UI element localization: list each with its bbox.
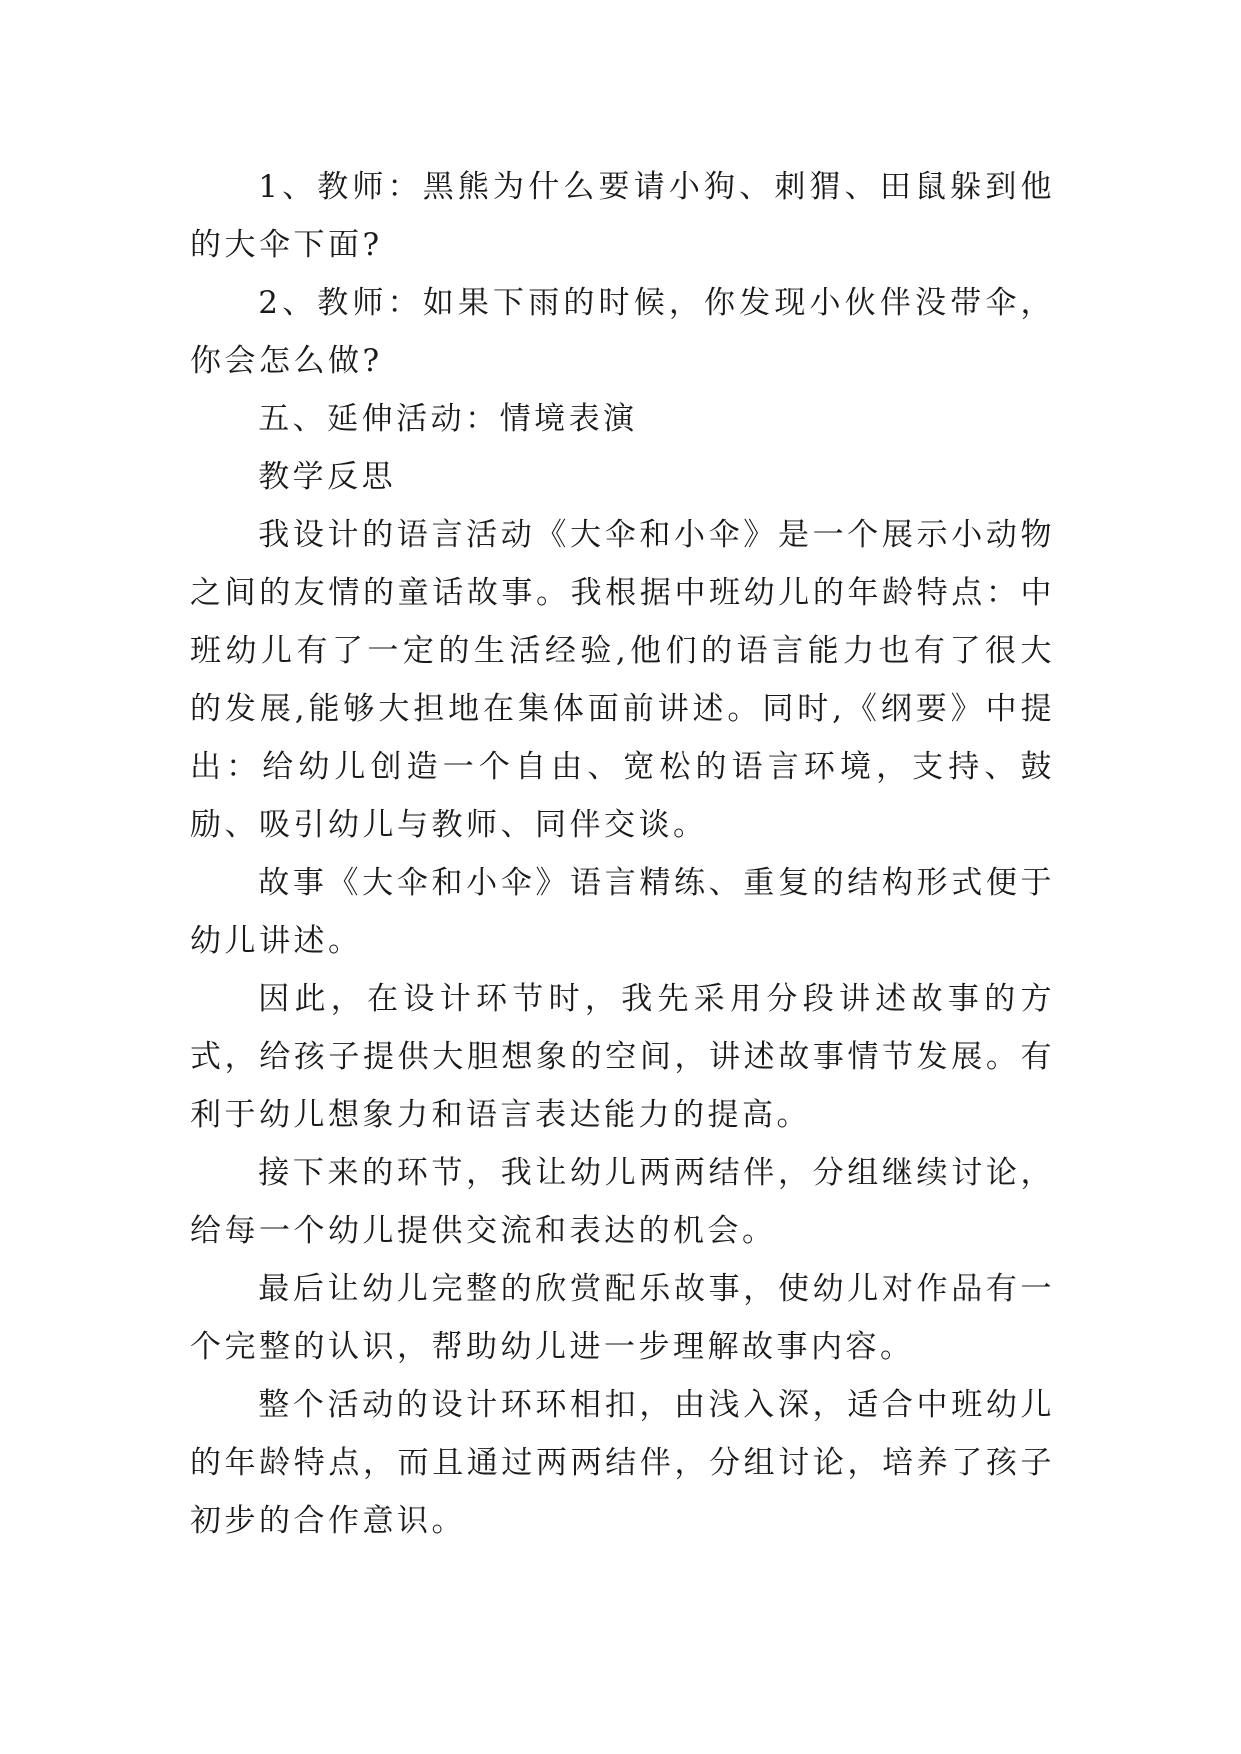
document-body — [190, 158, 1055, 1550]
reflection-paragraph-pairs: 接下来的环节，我让幼儿两两结伴，分组继续讨论，给每一个幼儿提供交流和表达的机会。 — [190, 1155, 1055, 1249]
reflection-paragraph-summary: 整个活动的设计环环相扣，由浅入深，适合中班幼儿的年龄特点，而且通过两两结伴，分组讨论，培养了孩子初步的合作意识。 — [190, 1387, 1055, 1539]
reflection-paragraph-appreciation: 最后让幼儿完整的欣赏配乐故事，使幼儿对作品有一个完整的认识，帮助幼儿进一步理解故事内容。 — [190, 1271, 1055, 1365]
question-1-paragraph: 1、教师：黑熊为什么要请小狗、刺猬、田鼠躲到他的大伞下面? — [190, 169, 1055, 263]
reflection-paragraph-segments: 因此，在设计环节时，我先采用分段讲述故事的方式，给孩子提供大胆想象的空间，讲述故事情节发展。有利于幼儿想象力和语言表达能力的提高。 — [190, 981, 1055, 1133]
section-heading-teaching-reflection: 教学反思 — [258, 459, 397, 495]
section-heading-extension-activity: 五、延伸活动：情境表演 — [258, 401, 638, 437]
reflection-paragraph-design: 我设计的语言活动《大伞和小伞》是一个展示小动物之间的友情的童话故事。我根据中班幼儿的年龄特点：中班幼儿有了一定的生活经验,他们的语言能力也有了很大的发展,能够大担地在集体面前讲述。同时,《纲要》中提出：给幼儿创造一个自由、宽松的语言环境，支持、鼓励、吸引幼儿与教师、同伴交谈。 — [190, 517, 1055, 843]
reflection-paragraph-story: 故事《大伞和小伞》语言精练、重复的结构形式便于幼儿讲述。 — [190, 865, 1055, 959]
question-2-paragraph: 2、教师：如果下雨的时候，你发现小伙伴没带伞，你会怎么做? — [190, 285, 1055, 379]
